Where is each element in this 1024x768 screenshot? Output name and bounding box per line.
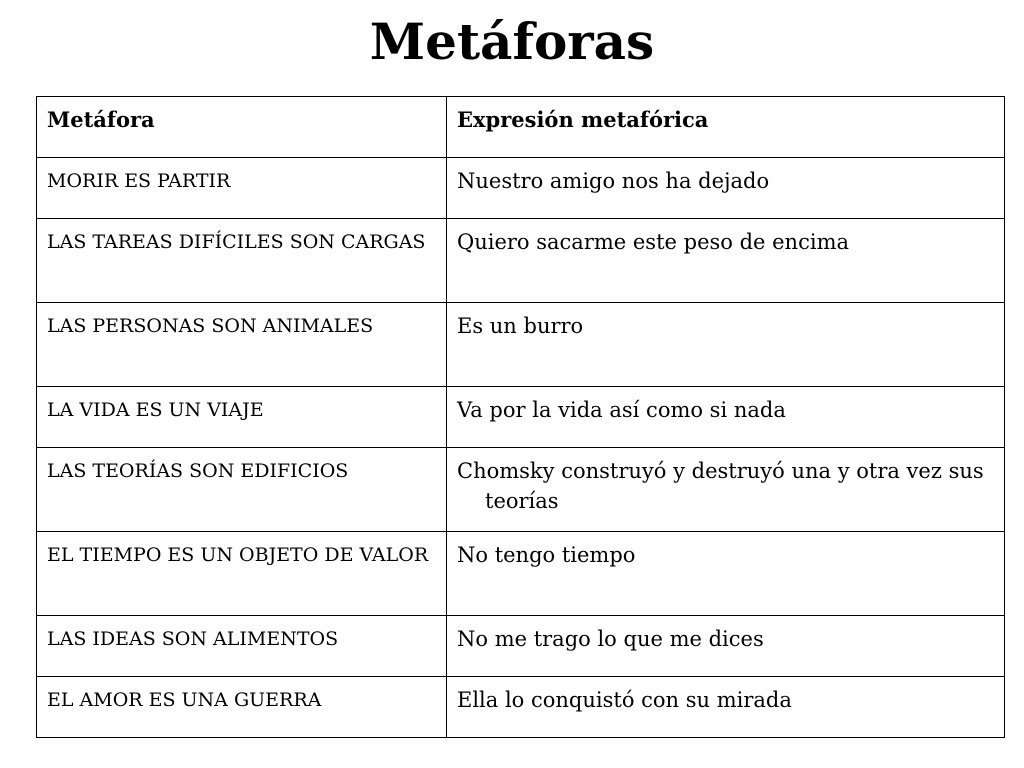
metaphor-cell: LAS TAREAS DIFÍCILES SON CARGAS [37,219,447,303]
table-row [37,532,1005,616]
expression-cell: Nuestro amigo nos ha dejado [447,158,1005,219]
column-header-metaphor: Metáfora [37,97,447,158]
table-row [37,303,1005,387]
expression-cell: No tengo tiempo [447,532,1005,616]
table-row [37,616,1005,677]
metaphor-cell: LAS TEORÍAS SON EDIFICIOS [37,448,447,532]
metaphor-cell: LAS IDEAS SON ALIMENTOS [37,616,447,677]
table-row [37,448,1005,532]
expression-cell: Ella lo conquistó con su mirada [447,677,1005,738]
page-title: Metáforas [369,12,655,71]
metaphor-cell: LAS PERSONAS SON ANIMALES [37,303,447,387]
expression-cell: Quiero sacarme este peso de encima [447,219,1005,303]
table-row [37,387,1005,448]
expression-cell: Va por la vida así como si nada [447,387,1005,448]
expression-cell: Chomsky construyó y destruyó una y otra vez sus teorías [447,448,1005,532]
table-header-row [37,97,1005,158]
metaphor-cell: MORIR ES PARTIR [37,158,447,219]
table-row [37,219,1005,303]
table-row [37,677,1005,738]
expression-cell: Es un burro [447,303,1005,387]
table-row [37,158,1005,219]
metaphor-cell: EL TIEMPO ES UN OBJETO DE VALOR [37,532,447,616]
expression-cell: No me trago lo que me dices [447,616,1005,677]
metaphor-cell: LA VIDA ES UN VIAJE [37,387,447,448]
metaphor-cell: EL AMOR ES UNA GUERRA [37,677,447,738]
metaphor-table [36,96,1005,738]
column-header-expression: Expresión metafórica [447,97,1005,158]
